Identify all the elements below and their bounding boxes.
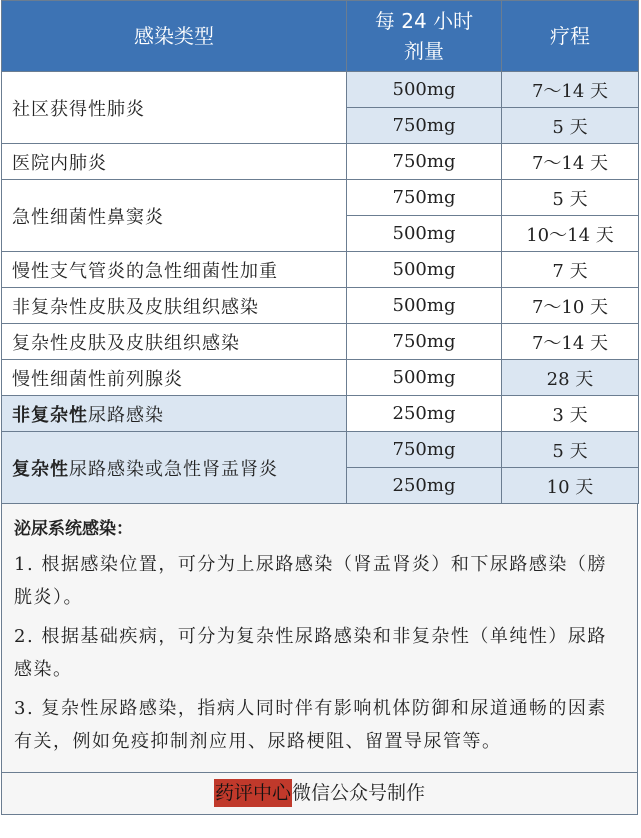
row-dose: 750mg	[347, 324, 502, 360]
row-course: 7～14 天	[502, 72, 639, 108]
row-type-prostatitis: 慢性细菌性前列腺炎	[2, 360, 347, 396]
row-type-hap: 医院内肺炎	[2, 144, 347, 180]
table-row	[2, 72, 639, 108]
type-bold-prefix: 复杂性	[12, 458, 69, 480]
row-dose: 750mg	[347, 180, 502, 216]
header-daily-dose	[347, 1, 502, 72]
type-bold-prefix: 非复杂性	[12, 404, 88, 426]
row-dose: 500mg	[347, 216, 502, 252]
row-course: 5 天	[502, 108, 639, 144]
note-item: 1. 根据感染位置，可分为上尿路感染（肾盂肾炎）和下尿路感染（膀胱炎）。	[14, 554, 607, 608]
row-dose: 500mg	[347, 360, 502, 396]
table-row	[2, 360, 639, 396]
row-type-uti-uncomplicated	[2, 396, 347, 432]
row-type-sinusitis: 急性细菌性鼻窦炎	[2, 180, 347, 252]
row-course: 28 天	[502, 360, 639, 396]
row-dose: 500mg	[347, 72, 502, 108]
row-dose: 750mg	[347, 432, 502, 468]
row-course: 5 天	[502, 432, 639, 468]
row-type-uti-complicated	[2, 432, 347, 504]
row-type-cap: 社区获得性肺炎	[2, 72, 347, 144]
table-row	[2, 252, 639, 288]
table-row	[2, 324, 639, 360]
footer-brand: 药评中心	[214, 779, 292, 807]
table-row	[2, 396, 639, 432]
type-rest: 尿路感染或急性肾盂肾炎	[69, 458, 278, 480]
note-item: 3. 复杂性尿路感染，指病人同时伴有影响机体防御和尿道通畅的因素有关，例如免疫抑制剂应用、尿路梗阻、留置导尿管等。	[14, 698, 607, 752]
row-dose: 750mg	[347, 144, 502, 180]
table-row	[2, 144, 639, 180]
header-course: 疗程	[502, 1, 639, 72]
type-rest: 尿路感染	[88, 404, 164, 426]
row-type-bronchitis: 慢性支气管炎的急性细菌性加重	[2, 252, 347, 288]
table-row	[2, 288, 639, 324]
table-row	[2, 432, 639, 468]
row-dose: 500mg	[347, 288, 502, 324]
row-course: 3 天	[502, 396, 639, 432]
footer-text: 微信公众号制作	[292, 782, 426, 804]
table-header-row	[2, 1, 639, 72]
row-course: 10～14 天	[502, 216, 639, 252]
notes-section	[1, 504, 638, 773]
header-dose-line1: 每 24 小时	[374, 9, 474, 33]
header-dose-line2: 剂量	[404, 39, 444, 63]
footer-credit	[1, 773, 638, 815]
row-dose: 250mg	[347, 396, 502, 432]
row-dose: 250mg	[347, 468, 502, 504]
row-type-skin-uncomplicated: 非复杂性皮肤及皮肤组织感染	[2, 288, 347, 324]
notes-title: 泌尿系统感染：	[14, 519, 133, 539]
row-course: 5 天	[502, 180, 639, 216]
row-course: 10 天	[502, 468, 639, 504]
row-course: 7 天	[502, 252, 639, 288]
note-item: 2. 根据基础疾病，可分为复杂性尿路感染和非复杂性（单纯性）尿路感染。	[14, 626, 607, 680]
dosage-table	[1, 0, 639, 504]
row-course: 7～14 天	[502, 324, 639, 360]
row-course: 7～14 天	[502, 144, 639, 180]
row-course: 7～10 天	[502, 288, 639, 324]
row-type-skin-complicated: 复杂性皮肤及皮肤组织感染	[2, 324, 347, 360]
dosage-document	[1, 0, 640, 815]
row-dose: 750mg	[347, 108, 502, 144]
table-row	[2, 180, 639, 216]
header-infection-type: 感染类型	[2, 1, 347, 72]
row-dose: 500mg	[347, 252, 502, 288]
